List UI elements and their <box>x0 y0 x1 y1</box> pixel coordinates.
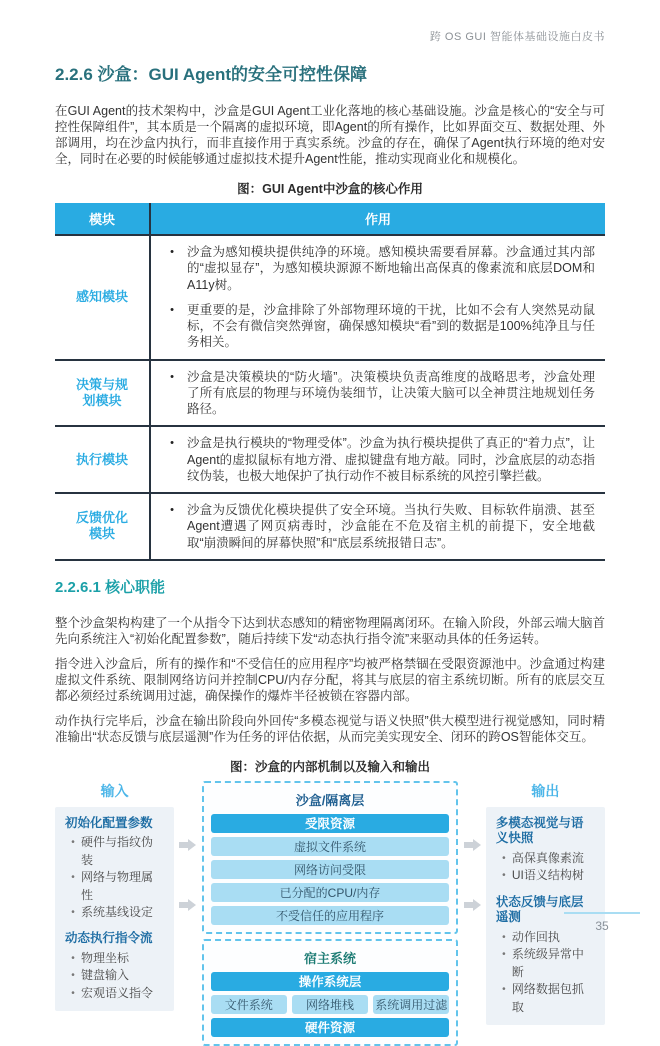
bullet-icon: • <box>170 504 174 516</box>
body-paragraph: 动作执行完毕后，沙盒在输出阶段向外回传“多模态视觉与语义快照”供大模型进行视觉感知，同时精准输出“状态反馈与底层遥测”作为任务的评估依据，从而完美实现安全、闭环的跨OS智能体交互。 <box>55 713 605 744</box>
arrow-right-icon <box>464 899 481 911</box>
arrow-right-icon <box>179 899 196 911</box>
list-item-label: 系统级异常中断 <box>511 947 584 979</box>
list-item-label: 网络与物理属性 <box>81 870 154 902</box>
body-paragraph: 整个沙盒架构构建了一个从指令下达到状态感知的精密物理隔离闭环。在输入阶段，外部云端大脑首先向系统注入“初始化配置参数”，随后持续下发“动态执行指令流”来驱动具体的任务运转。 <box>55 615 606 646</box>
sandbox-center-column <box>202 781 459 1046</box>
sandbox-box-title: 沙盒/隔离层 <box>295 792 365 808</box>
sandbox-isolation-box <box>202 781 459 934</box>
input-arrows <box>174 781 202 911</box>
output-group-title: 多模态视觉与语义快照 <box>495 815 584 846</box>
bullet-icon: • <box>71 952 75 964</box>
bullet-point <box>157 302 595 351</box>
table-header-row <box>55 203 605 235</box>
bullet-text: 沙盒为反馈优化模块提供了安全环境。当执行失败、目标软件崩溃、甚至Agent遭遇了网页病毒时，沙盒能在不危及宿主机的前提下，安全地截取“崩溃瞬间的屏幕快照”和“底层系统报错日志”。 <box>187 503 595 550</box>
list-item-label: UI语义结构树 <box>511 868 584 883</box>
module-name: 决策与规划模块 <box>55 360 150 427</box>
input-label: 输入 <box>100 782 129 799</box>
bullet-text: 沙盒为感知模块提供纯净的环境。感知模块需要看屏幕。沙盒通过其内部的“虚拟显存”，为感知模块源源不断地输出高保真的像素流和底层DOM和A11y树。 <box>187 245 595 292</box>
bullet-point <box>157 244 595 293</box>
footer-rule <box>564 912 640 914</box>
list-item <box>65 985 164 1002</box>
bullet-text: 更重要的是，沙盒排除了外部物理环境的干扰，比如不会有人突然晃动鼠标，不会有微信突然弹窗，确保感知模块“看”到的数据是100%纯净且与任务相关。 <box>187 302 595 350</box>
table-row <box>55 493 605 560</box>
bullet-icon: • <box>170 370 174 383</box>
arrow-right-icon <box>464 839 481 851</box>
list-item-label: 高保真像素流 <box>511 851 584 865</box>
bullet-icon: • <box>71 906 75 918</box>
list-item <box>65 834 164 869</box>
bullet-icon: • <box>71 872 75 884</box>
host-cells-row <box>211 995 450 1014</box>
page-footer <box>564 912 640 933</box>
output-column <box>486 781 605 1025</box>
bullet-icon: • <box>502 853 506 864</box>
list-item <box>496 981 595 1016</box>
bullet-text: 沙盒是决策模块的“防火墙”。决策模块负责高维度的战略思考，沙盒处理了所有底层的物理与环境伪装细节，让决策大脑可以全神贯注地规划任务路径。 <box>187 369 595 416</box>
list-item <box>65 950 164 967</box>
list-item <box>496 946 595 981</box>
bullet-icon: • <box>502 932 506 944</box>
bullet-point <box>157 369 595 418</box>
diagram-caption: 图：沙盒的内部机制以及输入和输出 <box>229 759 430 774</box>
bullet-icon: • <box>502 870 506 882</box>
intro-paragraph: 在GUI Agent的技术架构中，沙盒是GUI Agent工业化落地的核心基础设施。沙盒是核心的“安全与可控性保障组件”，其本质是一个隔离的虚拟环境，即Agent的所有操作，比如界面交互、数据处理、外部调用，均在沙盒内执行，而非直接作用于真实系统。沙盒的存在，确保了Agent执行环境的绝对安全，同时在必要的时候能够通过虚拟技术提升Agent性能，推动实现商业化和规模化。 <box>55 104 605 166</box>
input-group <box>65 816 164 922</box>
sandbox-bar: 不受信任的应用程序 <box>211 906 450 925</box>
list-item-label: 系统基线设定 <box>81 904 154 919</box>
hardware-resources-bar: 硬件资源 <box>211 1018 450 1037</box>
table-caption: 图：GUI Agent中沙盒的核心作用 <box>237 182 423 196</box>
sandbox-bar: 已分配的CPU/内存 <box>211 883 450 902</box>
output-arrows <box>458 781 486 911</box>
list-item <box>65 904 164 921</box>
list-item-label: 物理坐标 <box>81 950 130 965</box>
bullet-icon: • <box>502 949 506 961</box>
host-box-title: 宿主系统 <box>304 950 357 966</box>
host-cell: 文件系统 <box>211 995 287 1014</box>
input-column <box>55 781 174 1011</box>
list-item-label: 硬件与指纹伪装 <box>81 835 154 867</box>
list-item-label: 动作回执 <box>511 930 560 945</box>
output-group <box>496 816 595 885</box>
output-group-title: 状态反馈与底层遥测 <box>495 894 584 925</box>
table-row <box>55 235 605 360</box>
input-group-title: 初始化配置参数 <box>65 815 153 830</box>
bullet-icon: • <box>502 984 506 996</box>
restricted-resources-bar: 受限资源 <box>211 814 450 833</box>
bullet-icon: • <box>71 970 75 982</box>
table-header-module: 模块 <box>55 203 150 235</box>
role-cell <box>150 426 605 493</box>
sandbox-diagram <box>55 781 605 1046</box>
bullet-icon: • <box>170 437 174 450</box>
sandbox-bar: 虚拟文件系统 <box>211 837 450 856</box>
bullet-icon: • <box>170 246 174 258</box>
bullet-point <box>157 502 595 551</box>
sandbox-roles-table <box>55 203 605 561</box>
page-number: 35 <box>595 919 609 933</box>
role-cell <box>150 493 605 560</box>
host-cell: 系统调用过滤 <box>373 995 449 1014</box>
bullet-text: 沙盒是执行模块的“物理受体”。沙盒为执行模块提供了真正的“着力点”，让Agent的虚拟鼠标有地方滑、虚拟键盘有地方敲。同时，沙盒底层的动态指纹伪装，也极大地保护了执行动作不被目标系统的风控引擎拦截。 <box>187 436 595 483</box>
list-item <box>496 850 595 867</box>
list-item <box>496 867 595 884</box>
host-system-box <box>202 939 459 1046</box>
module-name: 执行模块 <box>55 426 150 493</box>
module-name: 反馈优化模块 <box>55 493 150 560</box>
host-cell: 网络堆栈 <box>292 995 368 1014</box>
input-group-title: 动态执行指令流 <box>65 931 153 946</box>
sandbox-bar: 网络访问受限 <box>211 860 450 879</box>
section-title: 2.2.6 沙盒：GUI Agent的安全可控性保障 <box>55 65 368 84</box>
bullet-icon: • <box>170 303 174 316</box>
input-panel <box>55 807 174 1011</box>
input-group <box>65 931 164 1002</box>
arrow-right-icon <box>179 839 196 851</box>
bullet-icon: • <box>71 837 75 849</box>
os-layer-bar: 操作系统层 <box>211 972 450 991</box>
list-item <box>65 967 164 984</box>
document-header: 跨 OS GUI 智能体基础设施白皮书 <box>429 31 605 43</box>
bullet-icon: • <box>71 987 75 999</box>
body-paragraph: 指令进入沙盒后，所有的操作和“不受信任的应用程序”均被严格禁锢在受限资源池中。沙盒通过构建虚拟文件系统、限制网络访问并控制CPU/内存分配，将其与底层的宿主系统切断。所有的底层交互都必须经过系统调用过滤，确保操作的爆炸半径被锁在容器内部。 <box>55 656 605 703</box>
list-item-label: 网络数据包抓取 <box>511 982 584 1014</box>
bullet-point <box>157 435 595 484</box>
output-label: 输出 <box>531 782 560 799</box>
list-item <box>65 869 164 904</box>
subsection-title: 2.2.6.1 核心职能 <box>55 578 166 596</box>
role-cell <box>150 360 605 427</box>
list-item-label: 键盘输入 <box>81 968 130 983</box>
table-row <box>55 360 605 427</box>
list-item-label: 宏观语义指令 <box>81 985 154 1000</box>
module-name: 感知模块 <box>55 235 150 360</box>
table-header-role: 作用 <box>150 203 605 235</box>
table-row <box>55 426 605 493</box>
role-cell <box>150 235 605 360</box>
